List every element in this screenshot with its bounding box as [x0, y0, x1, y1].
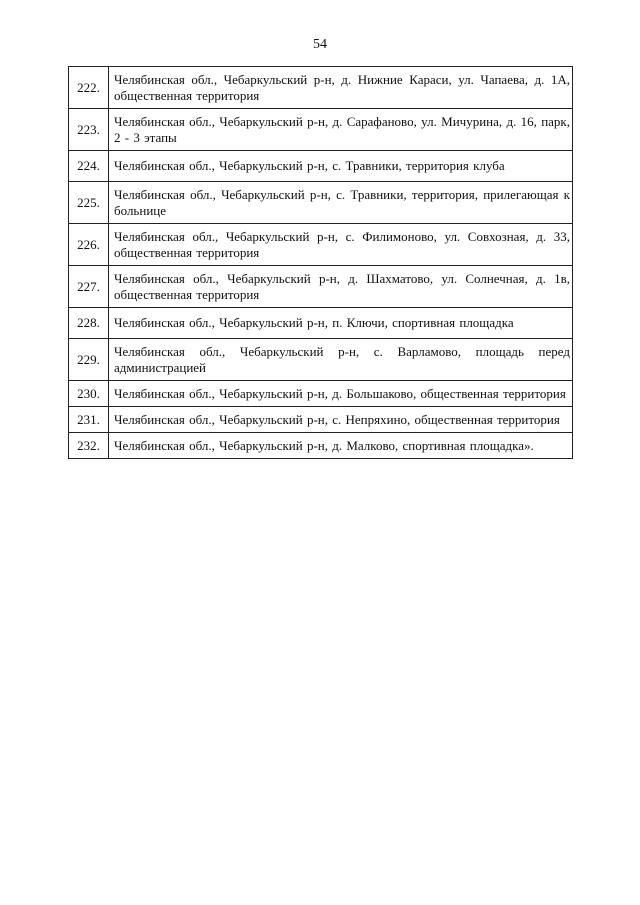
- row-address: Челябинская обл., Чебаркульский р-н, с. Варламово, площадь перед администрацией: [109, 339, 573, 381]
- table-row: [69, 109, 573, 151]
- table-row: [69, 67, 573, 109]
- page-number: 54: [313, 37, 327, 52]
- table-row: [69, 224, 573, 266]
- table-row: [69, 407, 573, 433]
- row-address: Челябинская обл., Чебаркульский р-н, д. Нижние Караси, ул. Чапаева, д. 1А, общественная территория: [109, 67, 573, 109]
- table-row: [69, 151, 573, 182]
- row-address: Челябинская обл., Чебаркульский р-н, с. Непряхино, общественная территория: [109, 407, 573, 433]
- table-row: [69, 308, 573, 339]
- row-number: 231.: [69, 407, 109, 433]
- row-address: Челябинская обл., Чебаркульский р-н, д. Малково, спортивная площадка».: [109, 433, 573, 459]
- table-row: [69, 381, 573, 407]
- row-number: 230.: [69, 381, 109, 407]
- row-number: 227.: [69, 266, 109, 308]
- row-number: 229.: [69, 339, 109, 381]
- locations-table: [68, 66, 573, 459]
- table-row: [69, 433, 573, 459]
- row-address: Челябинская обл., Чебаркульский р-н, с. Филимоново, ул. Совхозная, д. 33, общественная территория: [109, 224, 573, 266]
- row-number: 225.: [69, 182, 109, 224]
- table-row: [69, 182, 573, 224]
- row-address: Челябинская обл., Чебаркульский р-н, д. Шахматово, ул. Солнечная, д. 1в, общественная территория: [109, 266, 573, 308]
- row-address: Челябинская обл., Чебаркульский р-н, с. Травники, территория, прилегающая к больнице: [109, 182, 573, 224]
- row-number: 222.: [69, 67, 109, 109]
- row-address: Челябинская обл., Чебаркульский р-н, п. Ключи, спортивная площадка: [109, 308, 573, 339]
- row-number: 223.: [69, 109, 109, 151]
- row-number: 228.: [69, 308, 109, 339]
- row-number: 224.: [69, 151, 109, 182]
- table-row: [69, 266, 573, 308]
- row-address: Челябинская обл., Чебаркульский р-н, д. Большаково, общественная территория: [109, 381, 573, 407]
- row-address: Челябинская обл., Чебаркульский р-н, д. Сарафаново, ул. Мичурина, д. 16, парк, 2 - 3 этапы: [109, 109, 573, 151]
- table-row: [69, 339, 573, 381]
- row-address: Челябинская обл., Чебаркульский р-н, с. Травники, территория клуба: [109, 151, 573, 182]
- row-number: 226.: [69, 224, 109, 266]
- row-number: 232.: [69, 433, 109, 459]
